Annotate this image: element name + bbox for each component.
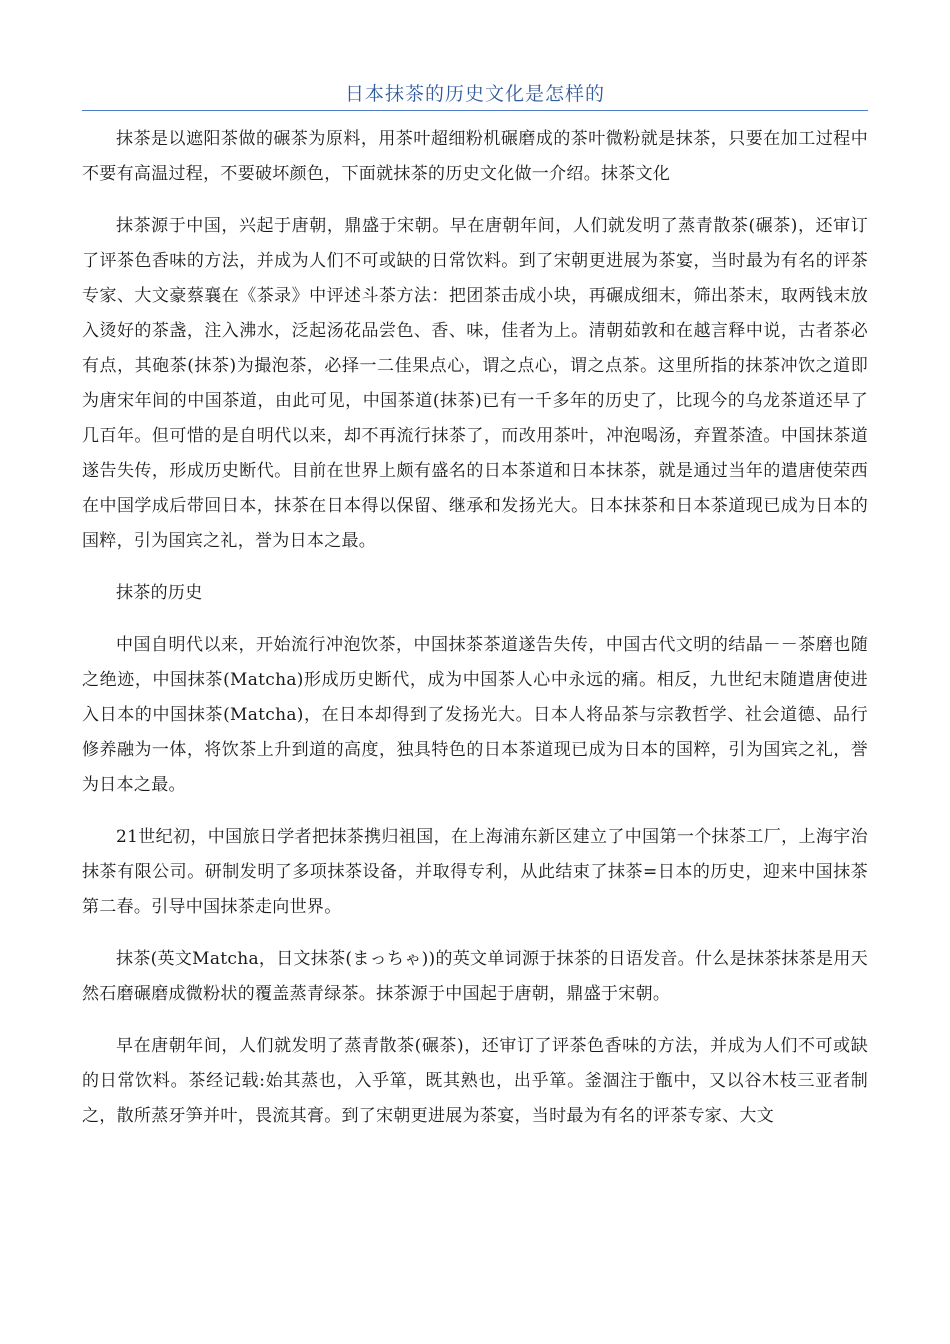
paragraph-matcha-definition: 抹茶(英文Matcha，日文抹茶(まっちゃ))的英文单词源于抹茶的日语发音。什么是抹茶抹茶是用天然石磨碾磨成微粉状的覆盖蒸青绿茶。抹茶源于中国起于唐朝，鼎盛于宋朝。 — [82, 949, 868, 1004]
paragraph-origin: 抹茶源于中国，兴起于唐朝，鼎盛于宋朝。早在唐朝年间，人们就发明了蒸青散茶(碾茶)，还审订了评茶色香味的方法，并成为人们不可或缺的日常饮料。到了宋朝更进展为茶宴，当时最为有名的评茶专家、大文豪蔡襄在《茶录》中评述斗茶方法：把团茶击成小块，再碾成细末，筛出茶末，取两钱末放入烫好的茶盏，注入沸水，泛起汤花品尝色、香、味，佳者为上。清朝茹敦和在越言释中说，古者茶必有点，其砲茶(抹茶)为撮泡茶，必择一二佳果点心，谓之点心，谓之点茶。这里所指的抹茶冲饮之道即为唐宋年间的中国茶道，由此可见，中国茶道(抹茶)已有一千多年的历史了，比现今的乌龙茶道还早了几百年。但可惜的是自明代以来，却不再流行抹茶了，而改用茶叶，冲泡喝汤，弃置茶渣。中国抹茶道遂告失传，形成历史断代。目前在世界上颇有盛名的日本茶道和日本抹茶，就是通过当年的遣唐使荣西在中国学成后带回日本，抹茶在日本得以保留、继承和发扬光大。日本抹茶和日本茶道现已成为日本的国粹，引为国宾之礼，誉为日本之最。 — [82, 216, 868, 551]
paragraph-history: 中国自明代以来，开始流行冲泡饮茶，中国抹茶茶道遂告失传，中国古代文明的结晶－－茶磨也随之绝迹，中国抹茶(Matcha)形成历史断代，成为中国茶人心中永远的痛。相反，九世纪末随遣唐使进入日本的中国抹茶(Matcha)，在日本却得到了发扬光大。日本人将品茶与宗教哲学、社会道德、品行修养融为一体，将饮茶上升到道的高度，独具特色的日本茶道现已成为日本的国粹，引为国宾之礼，誉为日本之最。 — [82, 635, 868, 795]
paragraph-intro: 抹茶是以遮阳茶做的碾茶为原料，用茶叶超细粉机碾磨成的茶叶微粉就是抹茶，只要在加工过程中不要有高温过程，不要破坏颜色，下面就抹茶的历史文化做一介绍。抹茶文化 — [82, 129, 868, 184]
section-heading-history: 抹茶的历史 — [116, 583, 203, 603]
document-title: 日本抹茶的历史文化是怎样的 — [344, 83, 605, 105]
title-underline — [82, 110, 868, 111]
paragraph-tang-dynasty: 早在唐朝年间，人们就发明了蒸青散茶(碾茶)，还审订了评茶色香味的方法，并成为人们不可或缺的日常饮料。茶经记载:始其蒸也，入乎箪，既其熟也，出乎箪。釜涸注于甑中，又以谷木枝三亚者制之，散所蒸牙笋并叶，畏流其膏。到了宋朝更进展为茶宴，当时最为有名的评茶专家、大文 — [82, 1036, 868, 1126]
paragraph-21st-century: 21世纪初，中国旅日学者把抹茶携归祖国，在上海浦东新区建立了中国第一个抹茶工厂，上海宇治抹茶有限公司。研制发明了多项抹茶设备，并取得专利，从此结束了抹茶=日本的历史，迎来中国抹茶第二春。引导中国抹茶走向世界。 — [82, 827, 868, 917]
document-body — [82, 122, 868, 1151]
